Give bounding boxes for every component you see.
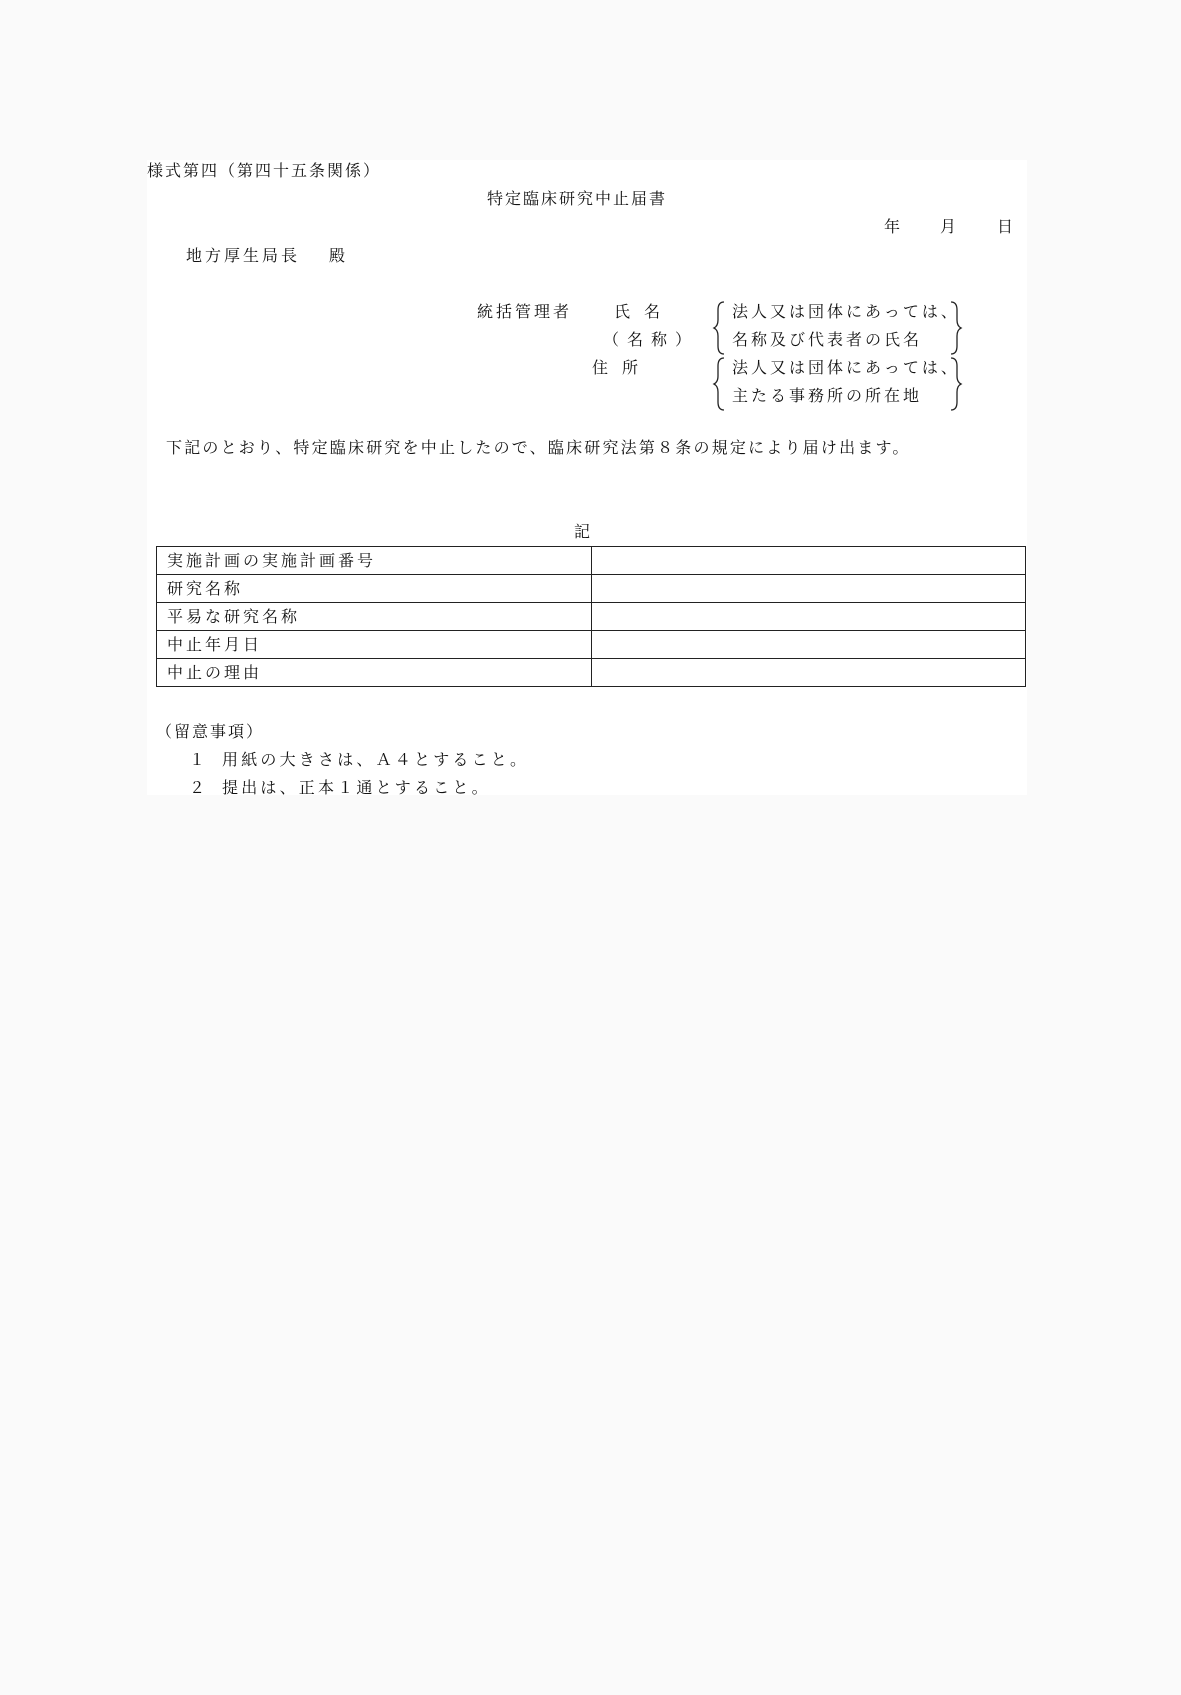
date-month-label: 月 (940, 217, 960, 236)
table-row (157, 659, 1026, 687)
table-row (157, 603, 1026, 631)
left-brace-name (714, 302, 724, 354)
address-note-line-1: 法人又は団体にあっては、 (732, 358, 960, 377)
table-row (157, 547, 1026, 575)
row-label-plain-study-name: 平易な研究名称 (157, 603, 592, 631)
row-value-plan-number[interactable] (592, 547, 1026, 575)
name-note-line-1: 法人又は団体にあっては、 (732, 302, 960, 321)
statement: 下記のとおり、特定臨床研究を中止したので、臨床研究法第８条の規定により届け出ます。 (166, 438, 911, 457)
table-row (157, 631, 1026, 659)
row-label-study-name: 研究名称 (157, 575, 592, 603)
note-text: 用紙の大きさは、Ａ４とすること。 (222, 750, 530, 769)
table-row (157, 575, 1026, 603)
name-note-line-2: 名称及び代表者の氏名 (732, 330, 923, 349)
left-brace-address (714, 358, 724, 410)
document-title: 特定臨床研究中止届書 (487, 189, 668, 208)
date-year-label: 年 (884, 217, 904, 236)
row-value-study-name[interactable] (592, 575, 1026, 603)
row-label-termination-reason: 中止の理由 (157, 659, 592, 687)
note-text: 提出は、正本１通とすること。 (222, 778, 491, 797)
row-value-termination-reason[interactable] (592, 659, 1026, 687)
record-heading: 記 (574, 522, 594, 541)
note-number: ２ (189, 778, 209, 797)
record-table (156, 546, 1026, 687)
addressee: 地方厚生局長 (186, 246, 301, 265)
organization-name-label: （名称） (603, 330, 700, 349)
form-number: 様式第四（第四十五条関係） (147, 161, 382, 180)
note-number: １ (189, 750, 209, 769)
row-value-plain-study-name[interactable] (592, 603, 1026, 631)
declarant-role: 統括管理者 (477, 302, 573, 321)
name-label: 氏名 (614, 302, 675, 321)
address-label: 住所 (592, 358, 653, 377)
row-value-termination-date[interactable] (592, 631, 1026, 659)
notes-title: （留意事項） (156, 722, 265, 741)
address-note-line-2: 主たる事務所の所在地 (732, 386, 923, 405)
date-day-label: 日 (997, 217, 1017, 236)
row-label-termination-date: 中止年月日 (157, 631, 592, 659)
addressee-honorific: 殿 (329, 246, 349, 265)
form-sheet (147, 160, 1027, 795)
row-label-plan-number: 実施計画の実施計画番号 (157, 547, 592, 575)
